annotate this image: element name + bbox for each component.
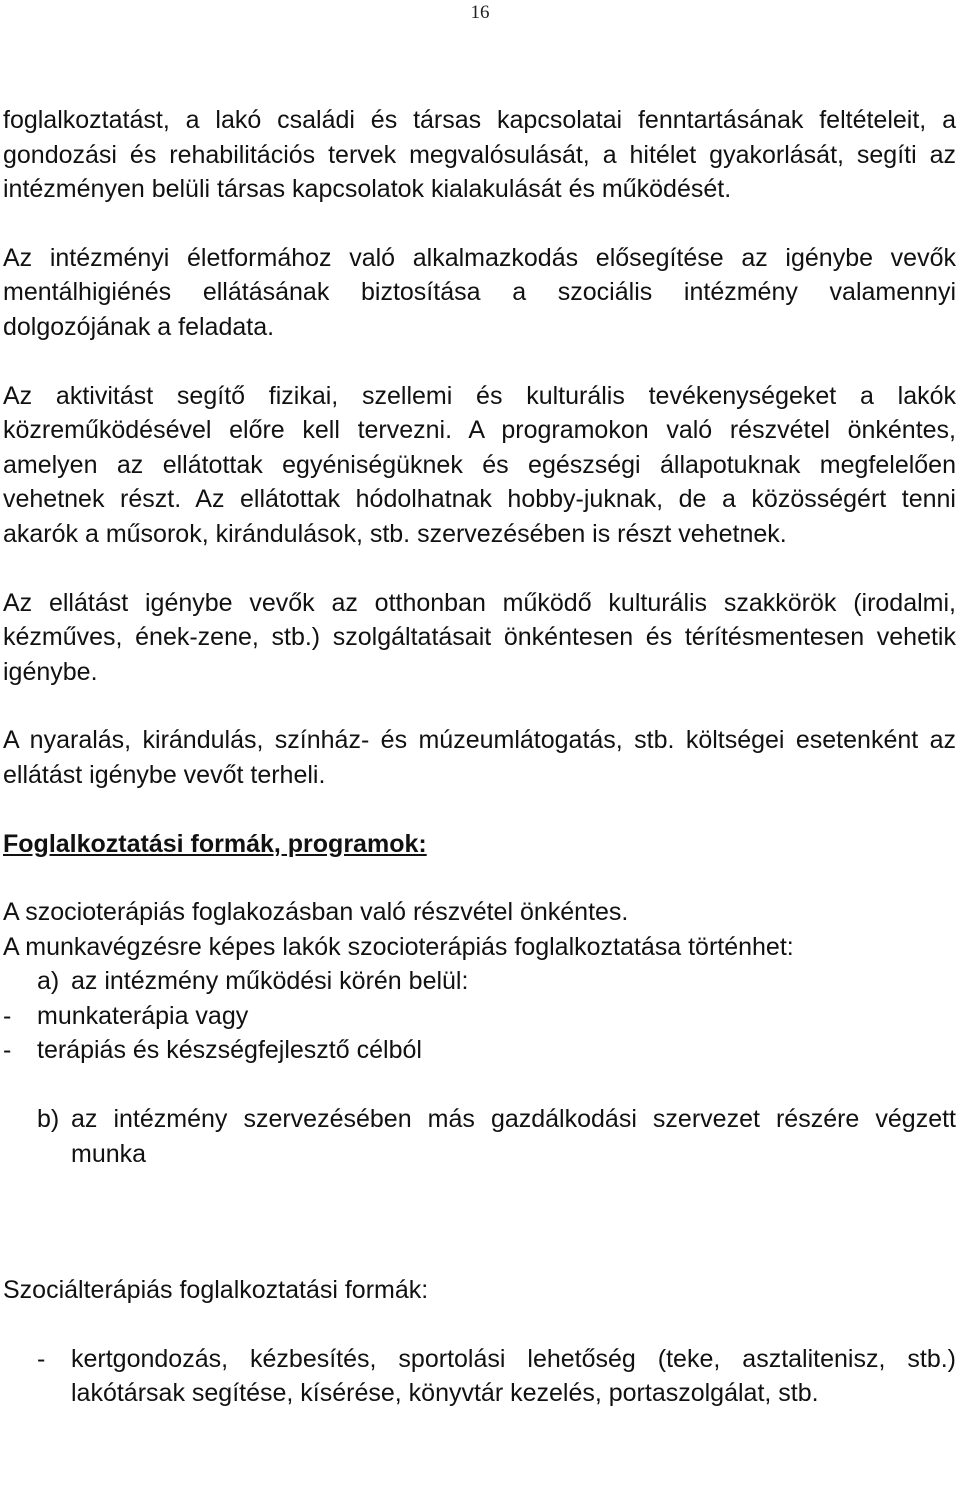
list-item-text: kertgondozás, kézbesítés, sportolási lehetőség (teke, asztalitenisz, stb.) lakótársak segítése, kísérése, könyvtár kezelés, portaszolgálat, stb. <box>71 1344 956 1408</box>
sociotherapy-line-2: A munkavégzésre képes lakók szocioterápiás foglalkoztatása történhet: <box>3 932 794 961</box>
list-marker: - <box>37 1344 46 1373</box>
paragraph-2: Az intézményi életformához való alkalmazkodás elősegítése az igénybe vevők mentálhigiénés ellátásának biztosítása a szociális intézmény valamennyi dolgozójának a feladata. <box>3 243 956 341</box>
list-item-b <box>3 1102 956 1171</box>
forms-item-1 <box>3 1342 956 1411</box>
paragraph-5: A nyaralás, kirándulás, színház- és múzeumlátogatás, stb. költségei esetenként az ellátást igénybe vevőt terheli. <box>3 726 956 789</box>
list-item-text: az intézmény szervezésében más gazdálkodási szervezet részére végzett munka <box>71 1105 956 1168</box>
list-item-a <box>3 964 956 999</box>
paragraph-3: Az aktivitást segítő fizikai, szellemi és kulturális tevékenységeket a lakók közreműködésével előre kell tervezni. A programokon való részvétel önkéntes, amelyen az ellátottak egyéniségüknek és egészségi állapotuknak megfelelően vehetnek részt. Az ellátottak hódolhatnak hobby-juknak, de a közösségért tenni akarók a műsorok, kirándulások, stb. szervezésében is részt vehetnek. <box>3 381 956 548</box>
forms-title: Szociálterápiás foglalkoztatási formák: <box>3 1276 429 1305</box>
list-marker: a) <box>37 967 60 996</box>
list-item-text: az intézmény működési körén belül: <box>71 967 469 996</box>
paragraph-1: foglalkoztatást, a lakó családi és társas kapcsolatai fenntartásának feltételeit, a gondozási és rehabilitációs tervek megvalósulását, a hitélet gyakorlását, segíti az intézményen belüli társas kapcsolatok kialakulását és működését. <box>3 106 956 204</box>
list-marker: - <box>3 1001 12 1030</box>
page-number: 16 <box>470 2 490 23</box>
list-marker: - <box>3 1036 12 1065</box>
paragraph-4: Az ellátást igénybe vevők az otthonban működő kulturális szakkörök (irodalmi, kézműves, ének-zene, stb.) szolgáltatásait önkéntesen és térítésmentesen vehetik igénybe. <box>3 588 956 686</box>
list-item-dash-2 <box>3 1033 956 1068</box>
list-item-dash-1 <box>3 999 956 1034</box>
section-heading: Foglalkoztatási formák, programok: <box>3 829 427 858</box>
document-body <box>3 103 956 1411</box>
list-item-text: terápiás és készségfejlesztő célból <box>37 1036 422 1065</box>
list-marker: b) <box>37 1105 60 1134</box>
list-item-text: munkaterápia vagy <box>37 1001 249 1030</box>
sociotherapy-line-1: A szocioterápiás foglakozásban való részvétel önkéntes. <box>3 898 629 927</box>
